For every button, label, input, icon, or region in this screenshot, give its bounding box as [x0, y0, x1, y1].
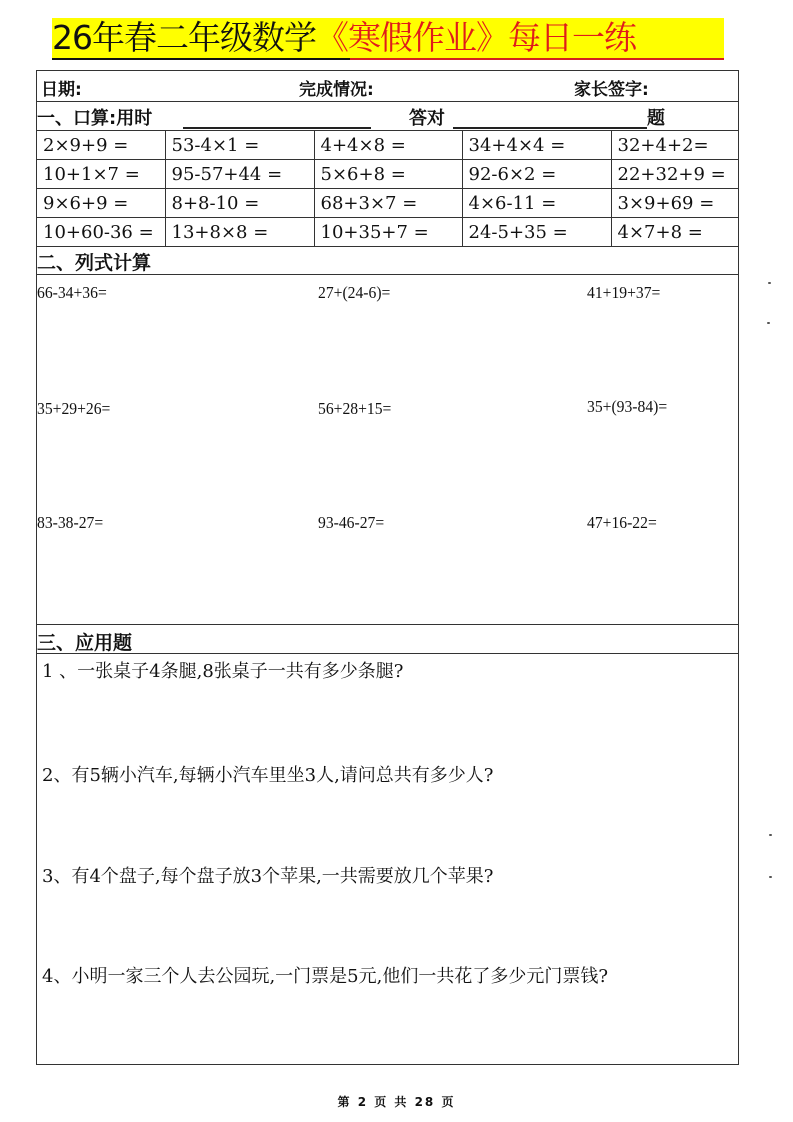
written-calc-problem: 47+16-22=: [587, 513, 657, 532]
oral-problem: 10+60-36 =: [37, 218, 165, 247]
oral-problem: 22+32+9 =: [611, 160, 738, 189]
section2-title: 二、列式计算: [37, 252, 152, 274]
unit-label: 题: [647, 108, 665, 129]
title-underline-black: [52, 58, 350, 60]
word-problem: 4、小明一家三个人去公园玩,一门票是5元,他们一共花了多少元门票钱?: [42, 966, 608, 987]
oral-problem: 10+35+7 =: [314, 218, 462, 247]
written-calc-problem: 35+(93-84)=: [587, 397, 668, 416]
title-homework-name: 《寒假作业》每日一练: [316, 18, 636, 57]
oral-problem: 4×6-11 =: [462, 189, 611, 218]
section3-title: 三、应用题: [37, 632, 133, 654]
oral-problem: 68+3×7 =: [314, 189, 462, 218]
title-underline-red: [350, 58, 724, 60]
table-row: [37, 189, 738, 218]
correct-count-blank[interactable]: [453, 127, 647, 129]
header-row: [37, 71, 738, 102]
table-row: [37, 131, 738, 160]
section2-header: [37, 245, 738, 275]
word-problem: 3、有4个盘子,每个盘子放3个苹果,一共需要放几个苹果?: [42, 866, 494, 887]
oral-math-grid: [37, 130, 738, 247]
word-problem: 1 、一张桌子4条腿,8张桌子一共有多少条腿?: [42, 661, 404, 682]
completion-label: 完成情况:: [299, 80, 374, 100]
time-used-blank[interactable]: [183, 127, 371, 129]
written-calc-problem: 56+28+15=: [318, 399, 392, 418]
oral-problem: 95-57+44 =: [165, 160, 314, 189]
oral-problem: 3×9+69 =: [611, 189, 738, 218]
oral-problem: 2×9+9 =: [37, 131, 165, 160]
correct-label: 答对: [409, 108, 445, 129]
table-row: [37, 160, 738, 189]
scan-speck: [769, 834, 772, 836]
section3-header: [37, 624, 738, 654]
word-problem: 2、有5辆小汽车,每辆小汽车里坐3人,请问总共有多少人?: [42, 765, 494, 786]
page-number: 第 2 页 共 28 页: [337, 1095, 456, 1109]
oral-problem: 92-6×2 =: [462, 160, 611, 189]
written-calc-problem: 27+(24-6)=: [318, 283, 391, 302]
scan-speck: [769, 876, 772, 878]
written-calc-problem: 35+29+26=: [37, 399, 111, 418]
title-grade-subject: 26年春二年级数学: [52, 18, 316, 57]
written-calc-problem: 83-38-27=: [37, 513, 104, 532]
date-label: 日期:: [41, 80, 82, 100]
written-calc-problem: 66-34+36=: [37, 283, 107, 302]
section1-title: 一、口算:用时: [37, 108, 153, 129]
oral-problem: 24-5+35 =: [462, 218, 611, 247]
oral-problem: 8+8-10 =: [165, 189, 314, 218]
oral-problem: 13+8×8 =: [165, 218, 314, 247]
worksheet-title: [52, 18, 724, 58]
oral-problem: 53-4×1 =: [165, 131, 314, 160]
worksheet-frame: [36, 70, 739, 1065]
parent-signature-label: 家长签字:: [574, 80, 649, 100]
oral-problem: 4×7+8 =: [611, 218, 738, 247]
scan-speck: [768, 282, 771, 284]
section1-header: [37, 102, 738, 130]
table-row: [37, 218, 738, 247]
oral-problem: 9×6+9 =: [37, 189, 165, 218]
oral-problem: 34+4×4 =: [462, 131, 611, 160]
written-calc-problem: 41+19+37=: [587, 283, 661, 302]
scan-speck: [767, 322, 770, 324]
written-calc-problem: 93-46-27=: [318, 513, 385, 532]
oral-problem: 4+4×8 =: [314, 131, 462, 160]
oral-problem: 10+1×7 =: [37, 160, 165, 189]
oral-problem: 32+4+2=: [611, 131, 738, 160]
oral-problem: 5×6+8 =: [314, 160, 462, 189]
